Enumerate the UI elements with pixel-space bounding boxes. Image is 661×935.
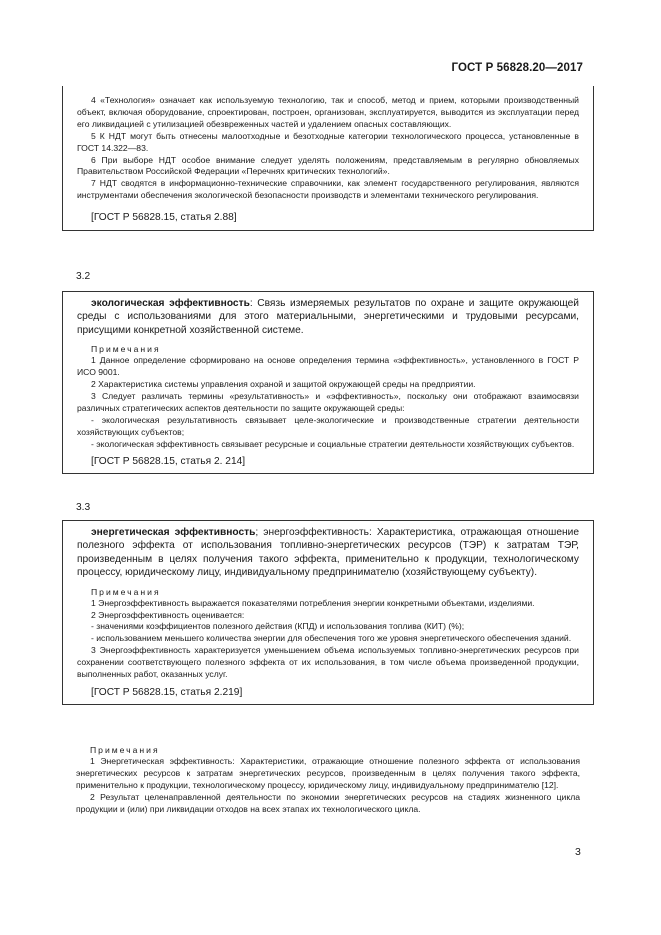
source-reference: [ГОСТ Р 56828.15, статья 2.88] xyxy=(91,212,237,224)
note-item: - экологическая эффективность связывает ресурсные и социальные стратегии деятельности хозяйствующих субъектов. xyxy=(91,438,575,449)
page-number: 3 xyxy=(575,846,581,858)
note-item: - экологическая результативность связывает целе-экологические и производственные стратегии деятельности хозяйствующих субъектов; xyxy=(77,414,579,437)
definition-box-continued xyxy=(62,86,594,231)
source-reference: [ГОСТ Р 56828.15, статья 2. 214] xyxy=(91,456,246,468)
note-item: 2 Характеристика системы управления охраной и защитой окружающей среды на предприятии. xyxy=(91,379,476,390)
general-notes xyxy=(62,744,594,816)
definition-text: : Связь измеряемых результатов по охране и защите окружающей среды с использованиями для этого материальными, энергетическими и трудовыми ресурсами, присущими конкретной хозяйственной системе. xyxy=(77,298,579,336)
note-item: 2 Энергоэффективность оценивается: xyxy=(91,609,245,620)
clause-number: 3.3 xyxy=(76,502,91,513)
notes-heading: Примечания xyxy=(91,586,161,597)
source-reference: [ГОСТ Р 56828.15, статья 2.219] xyxy=(91,686,243,698)
note-item: 1 Данное определение сформировано на основе определения термина «эффективность», установленного в ГОСТ Р ИСО 9001. xyxy=(77,355,579,378)
term: экологическая эффективность xyxy=(91,298,250,309)
synonym: ; энергоэффективность xyxy=(255,527,369,538)
note-6: 6 При выборе НДТ особое внимание следует уделять положениям, представляемым в регулярно обновляемых Правительством Российской Федерации «Перечнях критических технологий». xyxy=(77,154,579,177)
definition-text: : Характеристика, отражающая отношение полезного эффекта от использования топливно-энергетических ресурсов (ТЭР) к затратам ТЭР, произведенным в целях получения такого эффекта, применительно к продукции, технологическому процессу, юридическому лицу, индивидуальному предпринимателю (хозяйствующему субъекту). xyxy=(77,527,579,579)
note-item: 1 Энергоэффективность выражается показателями потребления энергии конкретными объектами, изделиями. xyxy=(91,597,535,608)
definition xyxy=(77,526,579,580)
definition xyxy=(77,297,579,337)
definition-box-energy-efficiency xyxy=(62,520,594,705)
document-id: ГОСТ Р 56828.20—2017 xyxy=(451,62,583,74)
note-item: 3 Энергоэффективность характеризуется уменьшением объема используемых топливно-энергетических ресурсов при сохранении соответствующего полезного эффекта от их использования, в том числе объема произведенной продукции, выполненных работ, оказанных услуг. xyxy=(77,645,579,680)
note-item: - использованием меньшего количества энергии для обеспечения того же уровня энергетического обеспечения зданий. xyxy=(91,633,572,644)
note-5: 5 К НДТ могут быть отнесены малоотходные и безотходные категории технологического процесса, установленные в ГОСТ 14.322—83. xyxy=(77,130,579,153)
note-7: 7 НДТ сводятся в информационно-технические справочники, как элемент государственного регулирования, являются инструментами обеспечения экологической безопасности производств и элементами технического регулирования. xyxy=(77,178,579,201)
clause-number: 3.2 xyxy=(76,271,91,282)
definition-box-ecological-efficiency xyxy=(62,291,594,474)
term: энергетическая эффективность xyxy=(91,527,256,538)
note-item: 1 Энергетическая эффективность: Характеристики, отражающие отношение полезного эффекта от использования энергетических ресурсов к затратам энергетических ресурсов, произведенным в целях получения такого эффекта, применительно к продукции, технологическому процессу, юридическому лицу, индивидуальному предпринимателю [12]. xyxy=(76,756,580,790)
note-item: 2 Результат целенаправленной деятельности по экономии энергетических ресурсов на стадиях жизненного цикла продукции и (или) при ликвидации отходов на всех этапах их технологического цикла. xyxy=(76,791,580,814)
notes-heading: Примечания xyxy=(90,745,160,755)
note-4: 4 «Технология» означает как используемую технологию, так и способ, метод и прием, которыми производственный объект, включая оборудование, спроектирован, построен, организован, эксплуатируется, выводится из эксплуатации перед его ликвидацией с утилизацией обезвреженных частей и удалением опасных составляющих. xyxy=(77,95,579,129)
notes-heading: Примечания xyxy=(91,344,161,355)
note-item: - значениями коэффициентов полезного действия (КПД) и использования топлива (КИТ) (%); xyxy=(91,621,465,632)
note-item: 3 Следует различать термины «результативность» и «эффективность», поскольку они отображают взаимосвязи различных стратегических аспектов деятельности по защите окружающей среды: xyxy=(77,390,579,413)
